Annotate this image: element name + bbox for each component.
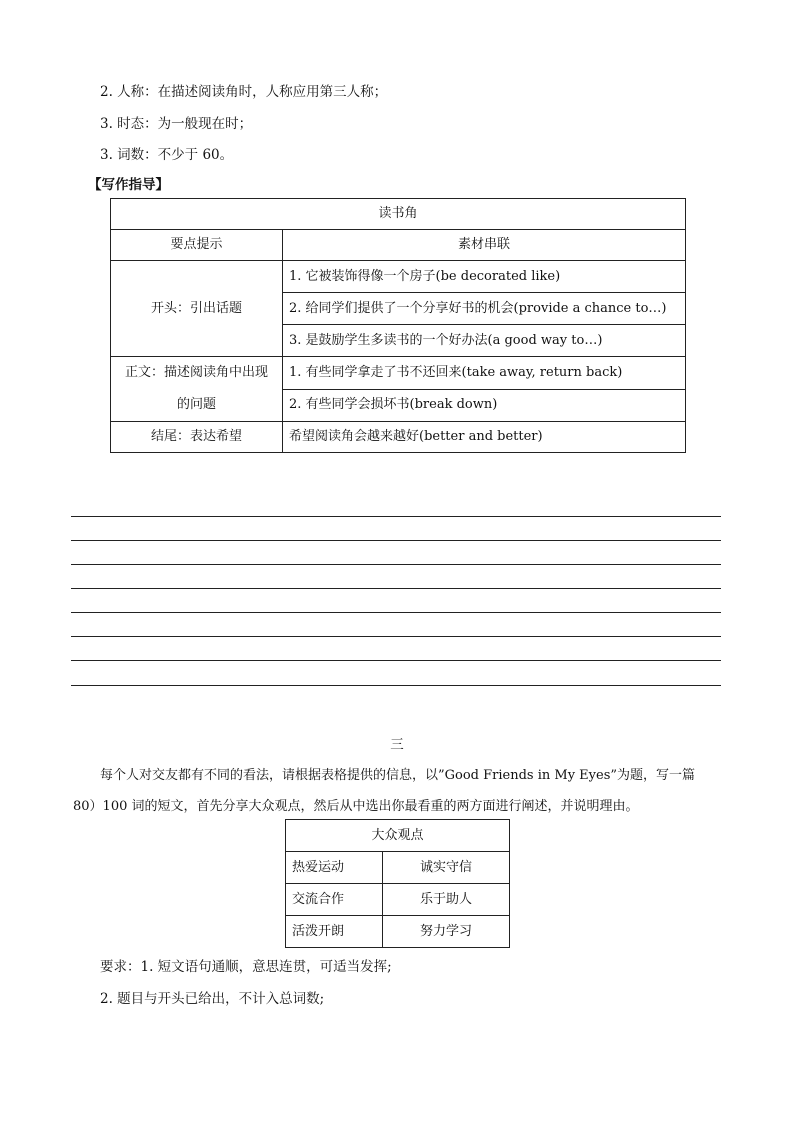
view-cell: 活泼开朗: [286, 916, 383, 948]
view-cell: 交流合作: [286, 884, 383, 916]
requirement-title-excluded: 2. 题目与开头已给出，不计入总词数;: [100, 991, 325, 1007]
writing-line[interactable]: [71, 564, 721, 565]
prompt-line-2: 80）100 词的短文，首先分享大众观点，然后从中选出你最看重的两方面进行阐述，并说明理由。: [73, 799, 639, 814]
writing-line[interactable]: [71, 636, 721, 637]
writing-guide-heading: 【写作指导】: [88, 177, 169, 193]
opening-item: 3. 是鼓励学生多读书的一个好办法(a good way to…): [283, 325, 686, 357]
opening-label: 开头：引出话题: [111, 261, 283, 357]
views-table-title: 大众观点: [286, 820, 510, 852]
reading-corner-table: [110, 198, 686, 453]
writing-line[interactable]: [71, 540, 721, 541]
public-views-table: [285, 819, 510, 948]
body-label-line2: 的问题: [176, 397, 216, 412]
requirement-fluency: 要求：1. 短文语句通顺，意思连贯，可适当发挥;: [100, 959, 392, 975]
view-cell: 乐于助人: [383, 884, 510, 916]
view-cell: 诚实守信: [383, 852, 510, 884]
table-title: 读书角: [111, 199, 686, 230]
column-header-points: 要点提示: [111, 230, 283, 261]
body-item: 2. 有些同学会损坏书(break down): [283, 389, 686, 422]
requirement-person: 2. 人称：在描述阅读角时，人称应用第三人称；: [100, 84, 388, 100]
section-number: 三: [390, 737, 404, 753]
writing-line[interactable]: [71, 612, 721, 613]
body-item: 1. 有些同学拿走了书不还回来(take away, return back): [283, 357, 686, 390]
prompt-line-1: 每个人对交友都有不同的看法，请根据表格提供的信息，以”Good Friends in My Eyes”为题，写一篇: [100, 768, 696, 783]
requirement-tense: 3. 时态：为一般现在时；: [100, 116, 253, 132]
writing-line[interactable]: [71, 516, 721, 517]
requirement-word-count: 3. 词数：不少于 60。: [100, 147, 234, 163]
writing-line[interactable]: [71, 660, 721, 661]
view-cell: 努力学习: [383, 916, 510, 948]
ending-label: 结尾：表达希望: [111, 422, 283, 453]
writing-line[interactable]: [71, 588, 721, 589]
opening-item: 2. 给同学们提供了一个分享好书的机会(provide a chance to…): [283, 293, 686, 325]
writing-line[interactable]: [71, 685, 721, 686]
column-header-materials: 素材串联: [283, 230, 686, 261]
ending-item: 希望阅读角会越来越好(better and better): [283, 422, 686, 453]
view-cell: 热爱运动: [286, 852, 383, 884]
body-label: [111, 357, 283, 422]
body-label-line1: 正文：描述阅读角中出现: [124, 365, 268, 380]
opening-item: 1. 它被装饰得像一个房子(be decorated like): [283, 261, 686, 293]
